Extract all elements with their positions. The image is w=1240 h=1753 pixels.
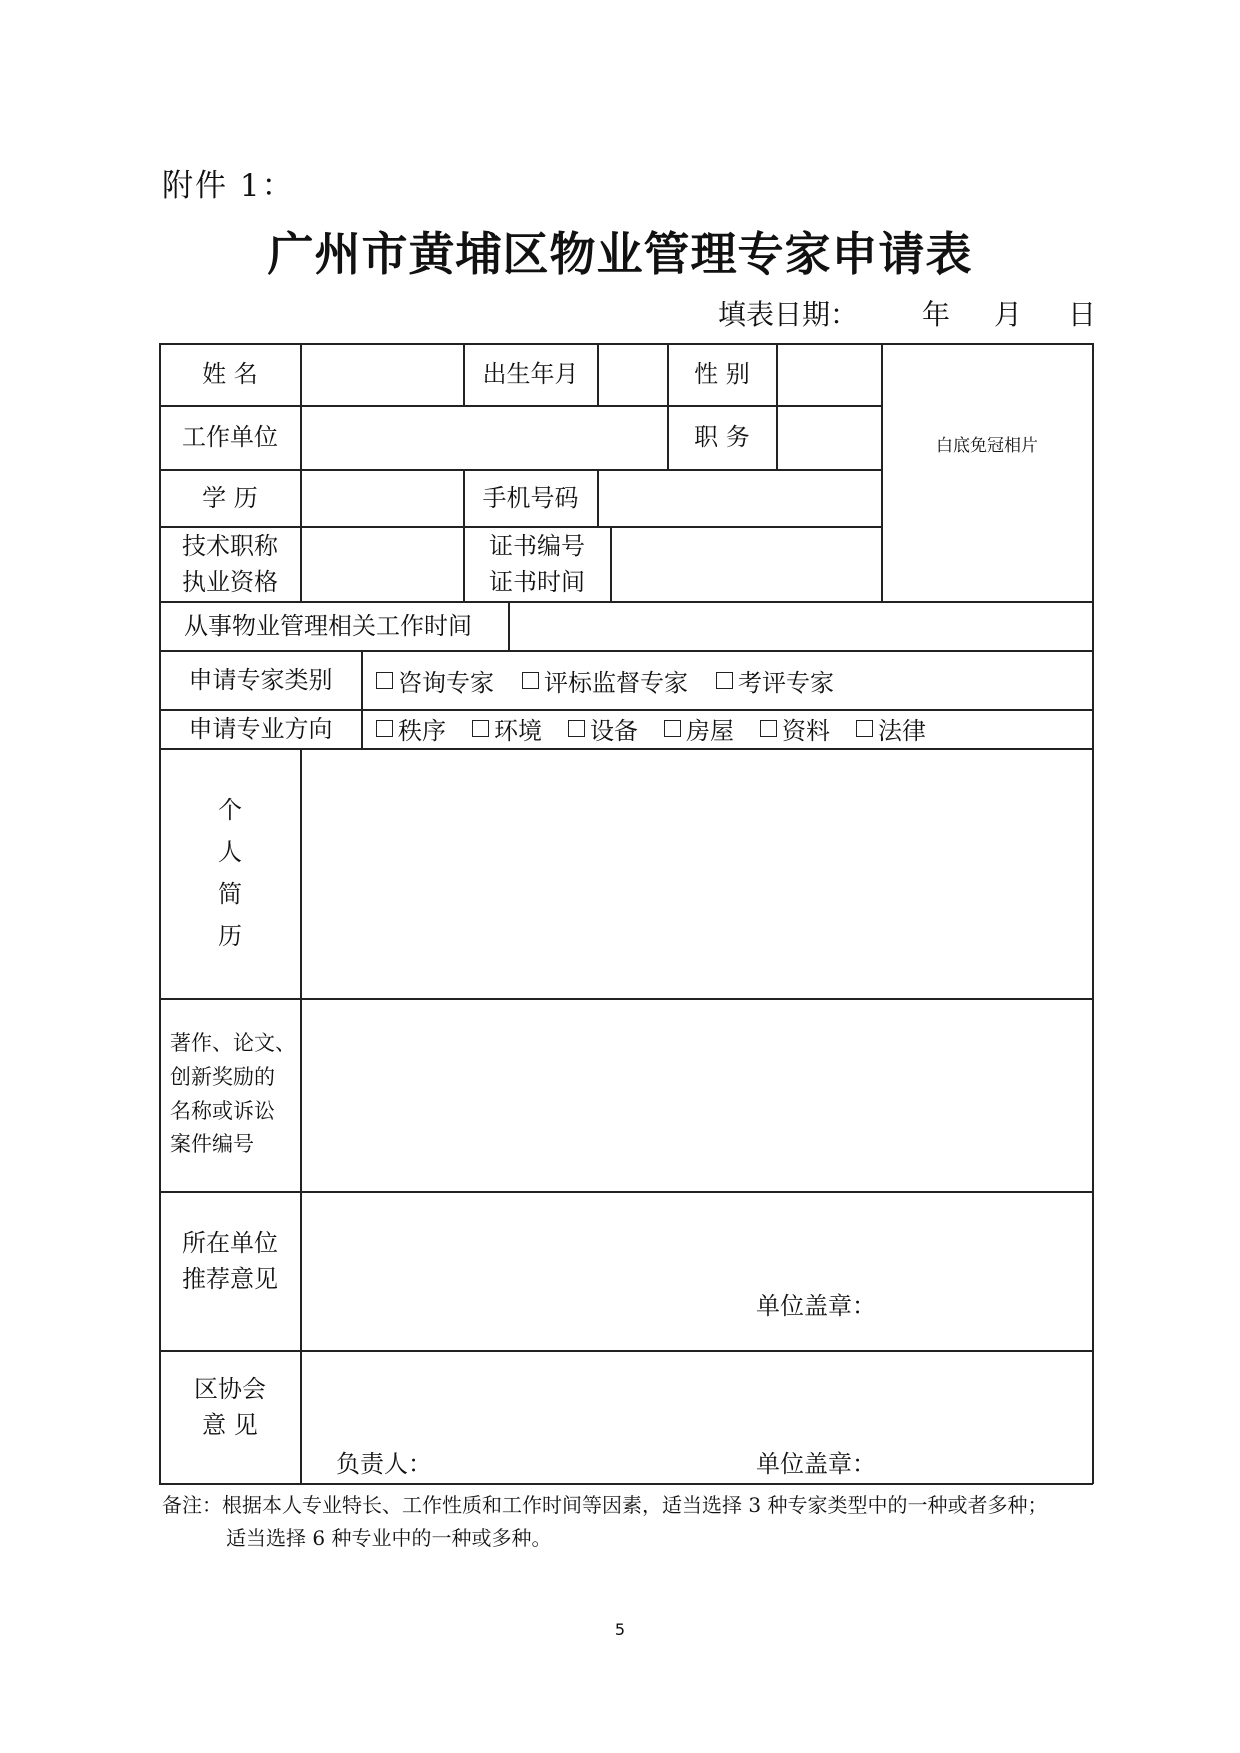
works-label [160,998,300,1191]
unit-opinion-label [160,1191,300,1350]
works-field[interactable] [301,998,1092,1191]
assoc-seal-label: 单位盖章： [756,1450,876,1478]
assoc-opinion-label [160,1350,300,1483]
option-label: 法律 [878,717,926,745]
checkbox[interactable] [376,720,393,737]
table-border [1092,343,1094,1484]
direction-option[interactable] [568,711,638,746]
month-label: 月 [994,298,1023,331]
resume-field[interactable] [301,748,1092,998]
assoc-opinion-line: 区协会 [194,1374,266,1403]
checkbox[interactable] [760,720,777,737]
work-years-label: 从事物业管理相关工作时间 [184,611,472,640]
day-label: 日 [1068,298,1097,331]
checkbox[interactable] [472,720,489,737]
expert-type-options [376,660,834,700]
cert-field[interactable] [611,526,881,601]
page-number: 5 [614,1620,626,1639]
work-years-field[interactable] [509,601,1092,650]
option-label: 资料 [782,717,830,745]
direction-option[interactable] [664,711,734,746]
position-field[interactable] [777,405,881,469]
unit-opinion-line: 所在单位 [182,1228,278,1257]
direction-option[interactable] [472,711,542,746]
footnote [162,1489,1112,1555]
employer-field[interactable] [301,405,667,469]
title-label [160,526,300,601]
title-field[interactable] [301,526,463,601]
option-label: 评标监督专家 [544,668,688,697]
year-label: 年 [922,298,951,331]
title-label-2: 执业资格 [182,567,278,596]
resume-char: 人 [218,838,242,866]
checkbox[interactable] [716,672,733,689]
photo-label: 白底免冠相片 [936,436,1038,457]
footnote-line-2: 适当选择 6 种专业中的一种或多种。 [226,1526,552,1550]
education-label: 学 历 [202,483,258,512]
phone-label: 手机号码 [482,483,579,512]
expert-type-option[interactable] [522,663,688,698]
expert-type-option[interactable] [376,663,494,698]
unit-seal-label: 单位盖章： [756,1292,876,1320]
title-label-1: 技术职称 [182,531,278,560]
name-label: 姓 名 [202,360,258,388]
resume-char: 个 [218,796,242,824]
responsible-label: 负责人： [336,1450,432,1478]
direction-option[interactable] [760,711,830,746]
resume-label [160,748,300,998]
col-divider [361,650,363,748]
option-label: 房屋 [686,717,734,745]
works-label-line: 案件编号 [170,1132,254,1157]
option-label: 环境 [494,717,542,745]
cert-time-label: 证书时间 [489,567,585,596]
expert-type-label: 申请专家类别 [188,665,333,694]
name-field[interactable] [301,343,463,405]
checkbox[interactable] [376,672,393,689]
employer-label: 工作单位 [182,423,278,451]
gender-label: 性 别 [694,360,750,388]
birth-label: 出生年月 [482,360,579,388]
footnote-line-1: 备注：根据本人专业特长、工作性质和工作时间等因素，适当选择 3 种专家类型中的一种或者多种； [162,1493,1048,1517]
checkbox[interactable] [664,720,681,737]
option-label: 咨询专家 [398,668,494,697]
fill-date-label: 填表日期： [718,298,859,331]
works-label-line: 创新奖励的 [170,1064,275,1089]
works-label-line: 名称或诉讼 [170,1098,275,1123]
cert-label [464,526,610,601]
resume-char: 历 [218,922,242,950]
option-label: 秩序 [398,717,446,745]
birth-field[interactable] [598,343,667,405]
resume-char: 简 [218,880,242,908]
education-field[interactable] [301,469,463,526]
gender-field[interactable] [777,343,881,405]
option-label: 设备 [590,717,638,745]
photo-box[interactable] [882,343,1092,601]
direction-label: 申请专业方向 [188,714,333,743]
works-label-line: 著作、论文、 [170,1031,296,1056]
checkbox[interactable] [522,672,539,689]
form-title: 广州市黄埔区物业管理专家申请表 [267,227,973,281]
expert-type-option[interactable] [716,663,834,698]
direction-option[interactable] [856,711,926,746]
position-label: 职 务 [694,423,750,451]
attachment-label: 附件 1： [162,168,295,204]
fill-date [718,293,1097,333]
direction-option[interactable] [376,711,446,746]
direction-options [376,709,926,748]
cert-no-label: 证书编号 [489,531,585,560]
checkbox[interactable] [568,720,585,737]
unit-opinion-line: 推荐意见 [182,1264,278,1293]
unit-opinion-field[interactable] [301,1191,1092,1350]
phone-field[interactable] [598,469,881,526]
checkbox[interactable] [856,720,873,737]
option-label: 考评专家 [738,668,834,697]
assoc-opinion-line: 意 见 [202,1410,258,1439]
